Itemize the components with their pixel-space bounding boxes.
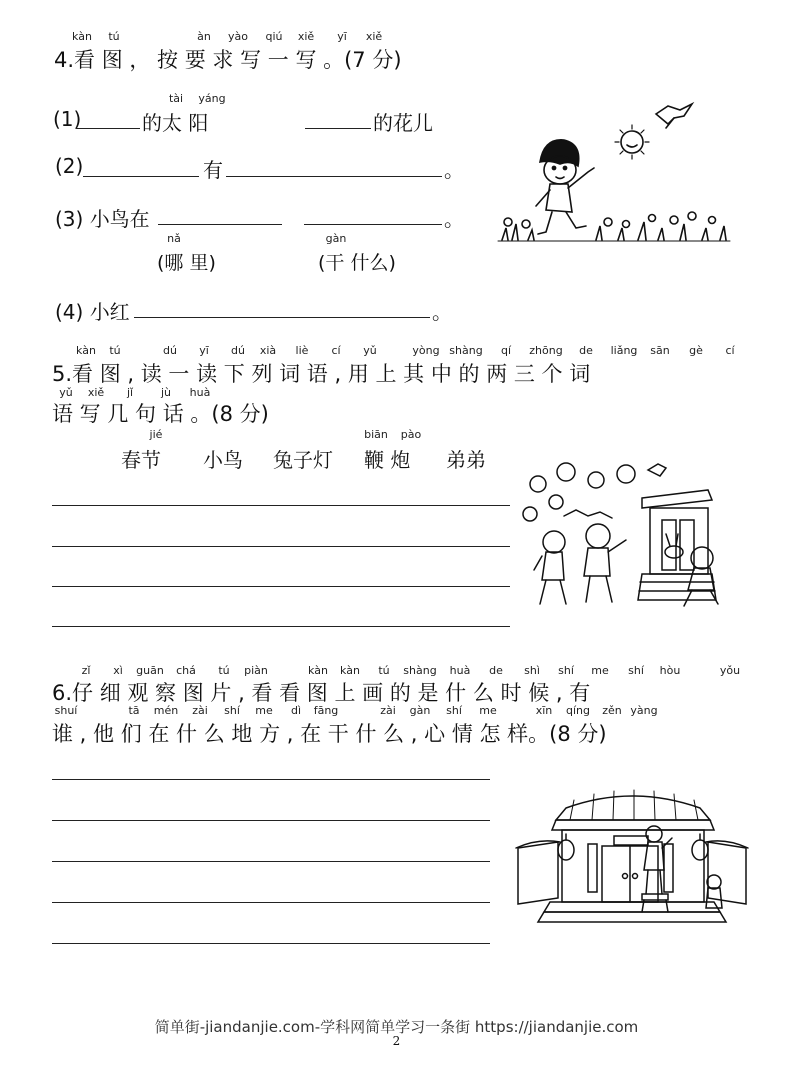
pinyin-syllable: dì xyxy=(290,704,302,717)
footer-watermark: 简单街-jiandanjie.com-学科网简单学习一条街 https://jiandanjie.com xyxy=(154,1018,639,1036)
pinyin-syllable: yòng xyxy=(412,344,440,357)
q5-answer-line-4[interactable] xyxy=(52,626,510,627)
q4-item3-blank2[interactable] xyxy=(304,224,442,225)
pinyin-syllable: yǔ xyxy=(363,344,377,357)
pinyin-syllable: fāng xyxy=(313,704,339,717)
pinyin-syllable: zài xyxy=(380,704,396,717)
q5-word-didi: 弟弟 xyxy=(446,448,486,472)
q5-answer-line-2[interactable] xyxy=(52,546,510,547)
pinyin-syllable: sān xyxy=(650,344,670,357)
pinyin-syllable: shí xyxy=(446,704,462,717)
pinyin-syllable: xì xyxy=(113,664,123,677)
pinyin-syllable: shí xyxy=(558,664,574,677)
pinyin-syllable: zǐ xyxy=(81,664,91,677)
pinyin-syllable: hòu xyxy=(659,664,681,677)
q4-item3-hint1-pinyin: nǎ xyxy=(167,232,181,245)
q6-title-line2: 谁 , 他 们 在 什 么 地 方 , 在 干 什 么 , 心 情 怎 样。(8 分) xyxy=(52,722,607,746)
pinyin-syllable: me xyxy=(255,704,273,717)
pinyin-syllable: xiě xyxy=(365,30,383,43)
q4-title: 4.看 图 ， 按 要 求 写 一 写 。(7 分) xyxy=(54,48,402,72)
q5-title-line2: 语 写 几 句 话 。(8 分) xyxy=(52,402,269,426)
pinyin-syllable: shí xyxy=(628,664,644,677)
q4-item1-text: 的太 阳 xyxy=(142,111,209,135)
q5-title-line1: 5.看 图 , 读 一 读 下 列 词 语 , 用 上 其 中 的 两 三 个 词 xyxy=(52,362,591,386)
pinyin-syllable: xīn xyxy=(535,704,553,717)
pinyin-syllable: yào xyxy=(228,30,248,43)
pinyin-syllable: yī xyxy=(199,344,209,357)
pinyin-syllable: àn xyxy=(197,30,211,43)
pinyin-syllable: xiě xyxy=(87,386,105,399)
pinyin-syllable: dú xyxy=(231,344,245,357)
q5-word-pinyin-jie: jié xyxy=(149,428,163,441)
q4-item3-hint2: (干 什么) xyxy=(318,252,396,274)
pinyin-syllable: dú xyxy=(163,344,177,357)
q4-item1-label: (1) xyxy=(53,107,82,131)
q6-answer-line-2[interactable] xyxy=(52,820,490,821)
pinyin-syllable: mén xyxy=(153,704,179,717)
pinyin-syllable: kàn xyxy=(340,664,360,677)
pinyin-syllable: xiě xyxy=(297,30,315,43)
q4-item1-pinyin-yang: yáng xyxy=(198,92,226,105)
pinyin-syllable: liè xyxy=(295,344,309,357)
q4-item3-blank1[interactable] xyxy=(158,224,282,225)
pinyin-syllable: qíng xyxy=(566,704,590,717)
pinyin-syllable: kàn xyxy=(308,664,328,677)
q4-item2-blank1[interactable] xyxy=(83,176,199,177)
pinyin-syllable: jǐ xyxy=(126,386,134,399)
pinyin-syllable: gàn xyxy=(409,704,431,717)
q6-answer-line-3[interactable] xyxy=(52,861,490,862)
q5-word-pinyin-pao: pào xyxy=(400,428,422,441)
pinyin-syllable: qiú xyxy=(265,30,283,43)
q4-item1-tail: 的花儿 xyxy=(373,111,433,135)
q4-item1-blank2[interactable] xyxy=(305,128,371,129)
pinyin-syllable: yǔ xyxy=(59,386,73,399)
q5-word-bianpao: 鞭 炮 xyxy=(364,448,411,472)
q4-item4-blank[interactable] xyxy=(134,317,430,318)
q5-word-chunjie: 春节 xyxy=(121,448,161,472)
pinyin-syllable: xià xyxy=(259,344,277,357)
pinyin-syllable: shàng xyxy=(449,344,483,357)
q4-item4-end: 。 xyxy=(432,300,452,324)
pinyin-syllable: gè xyxy=(689,344,703,357)
q4-item3-end: 。 xyxy=(444,207,464,231)
pinyin-syllable: cí xyxy=(725,344,735,357)
q4-item2-text: 有 xyxy=(203,158,223,182)
pinyin-syllable: guān xyxy=(136,664,164,677)
pinyin-syllable: jù xyxy=(160,386,172,399)
q4-item1-blank1[interactable] xyxy=(76,128,140,129)
pinyin-syllable: shì xyxy=(524,664,540,677)
pinyin-syllable: de xyxy=(579,344,593,357)
q4-item1-pinyin-tai: tài xyxy=(168,92,184,105)
q5-word-tuzideng: 兔子灯 xyxy=(273,448,333,472)
pinyin-syllable: huà xyxy=(449,664,471,677)
pinyin-syllable: chá xyxy=(176,664,196,677)
pinyin-syllable: yǒu xyxy=(719,664,741,677)
q5-word-xiaoniao: 小鸟 xyxy=(203,448,243,472)
pinyin-syllable: cí xyxy=(331,344,341,357)
q6-answer-line-4[interactable] xyxy=(52,902,490,903)
q5-word-pinyin-bian: biān xyxy=(364,428,388,441)
gate-illustration xyxy=(514,786,750,932)
q4-item2-blank2[interactable] xyxy=(226,176,442,177)
pinyin-syllable: tú xyxy=(109,344,121,357)
q6-answer-line-5[interactable] xyxy=(52,943,490,944)
festival-illustration xyxy=(516,460,726,610)
pinyin-syllable: qí xyxy=(500,344,512,357)
pinyin-syllable: tā xyxy=(128,704,140,717)
q6-answer-line-1[interactable] xyxy=(52,779,490,780)
q5-answer-line-3[interactable] xyxy=(52,586,510,587)
q6-title-line1: 6.仔 细 观 察 图 片 , 看 看 图 上 画 的 是 什 么 时 候 , 有 xyxy=(52,681,591,705)
pinyin-syllable: de xyxy=(489,664,503,677)
q4-item3-hint2-pinyin: gàn xyxy=(325,232,347,245)
pinyin-syllable: tú xyxy=(378,664,390,677)
q4-item2-label: (2) xyxy=(55,154,84,178)
q4-item3-label: (3) 小鸟在 xyxy=(55,207,150,231)
pinyin-syllable: tú xyxy=(218,664,230,677)
girl-illustration xyxy=(498,98,733,248)
q5-answer-line-1[interactable] xyxy=(52,505,510,506)
pinyin-syllable: shuí xyxy=(54,704,78,717)
q4-item3-hint1: (哪 里) xyxy=(157,252,216,274)
pinyin-syllable: huà xyxy=(189,386,211,399)
pinyin-syllable: liǎng xyxy=(610,344,638,357)
pinyin-syllable: tú xyxy=(108,30,120,43)
pinyin-syllable: me xyxy=(591,664,609,677)
pinyin-syllable: zài xyxy=(192,704,208,717)
pinyin-syllable: yàng xyxy=(630,704,658,717)
pinyin-syllable: shàng xyxy=(403,664,437,677)
pinyin-syllable: zěn xyxy=(602,704,622,717)
pinyin-syllable: kàn xyxy=(76,344,96,357)
q4-item4-label: (4) 小红 xyxy=(55,300,130,324)
pinyin-syllable: me xyxy=(479,704,497,717)
pinyin-syllable: zhōng xyxy=(529,344,563,357)
q4-item2-end: 。 xyxy=(444,158,464,182)
pinyin-syllable: shí xyxy=(224,704,240,717)
pinyin-syllable: yī xyxy=(337,30,347,43)
pinyin-syllable: piàn xyxy=(244,664,268,677)
page-number: 2 xyxy=(392,1034,401,1048)
pinyin-syllable: kàn xyxy=(72,30,92,43)
